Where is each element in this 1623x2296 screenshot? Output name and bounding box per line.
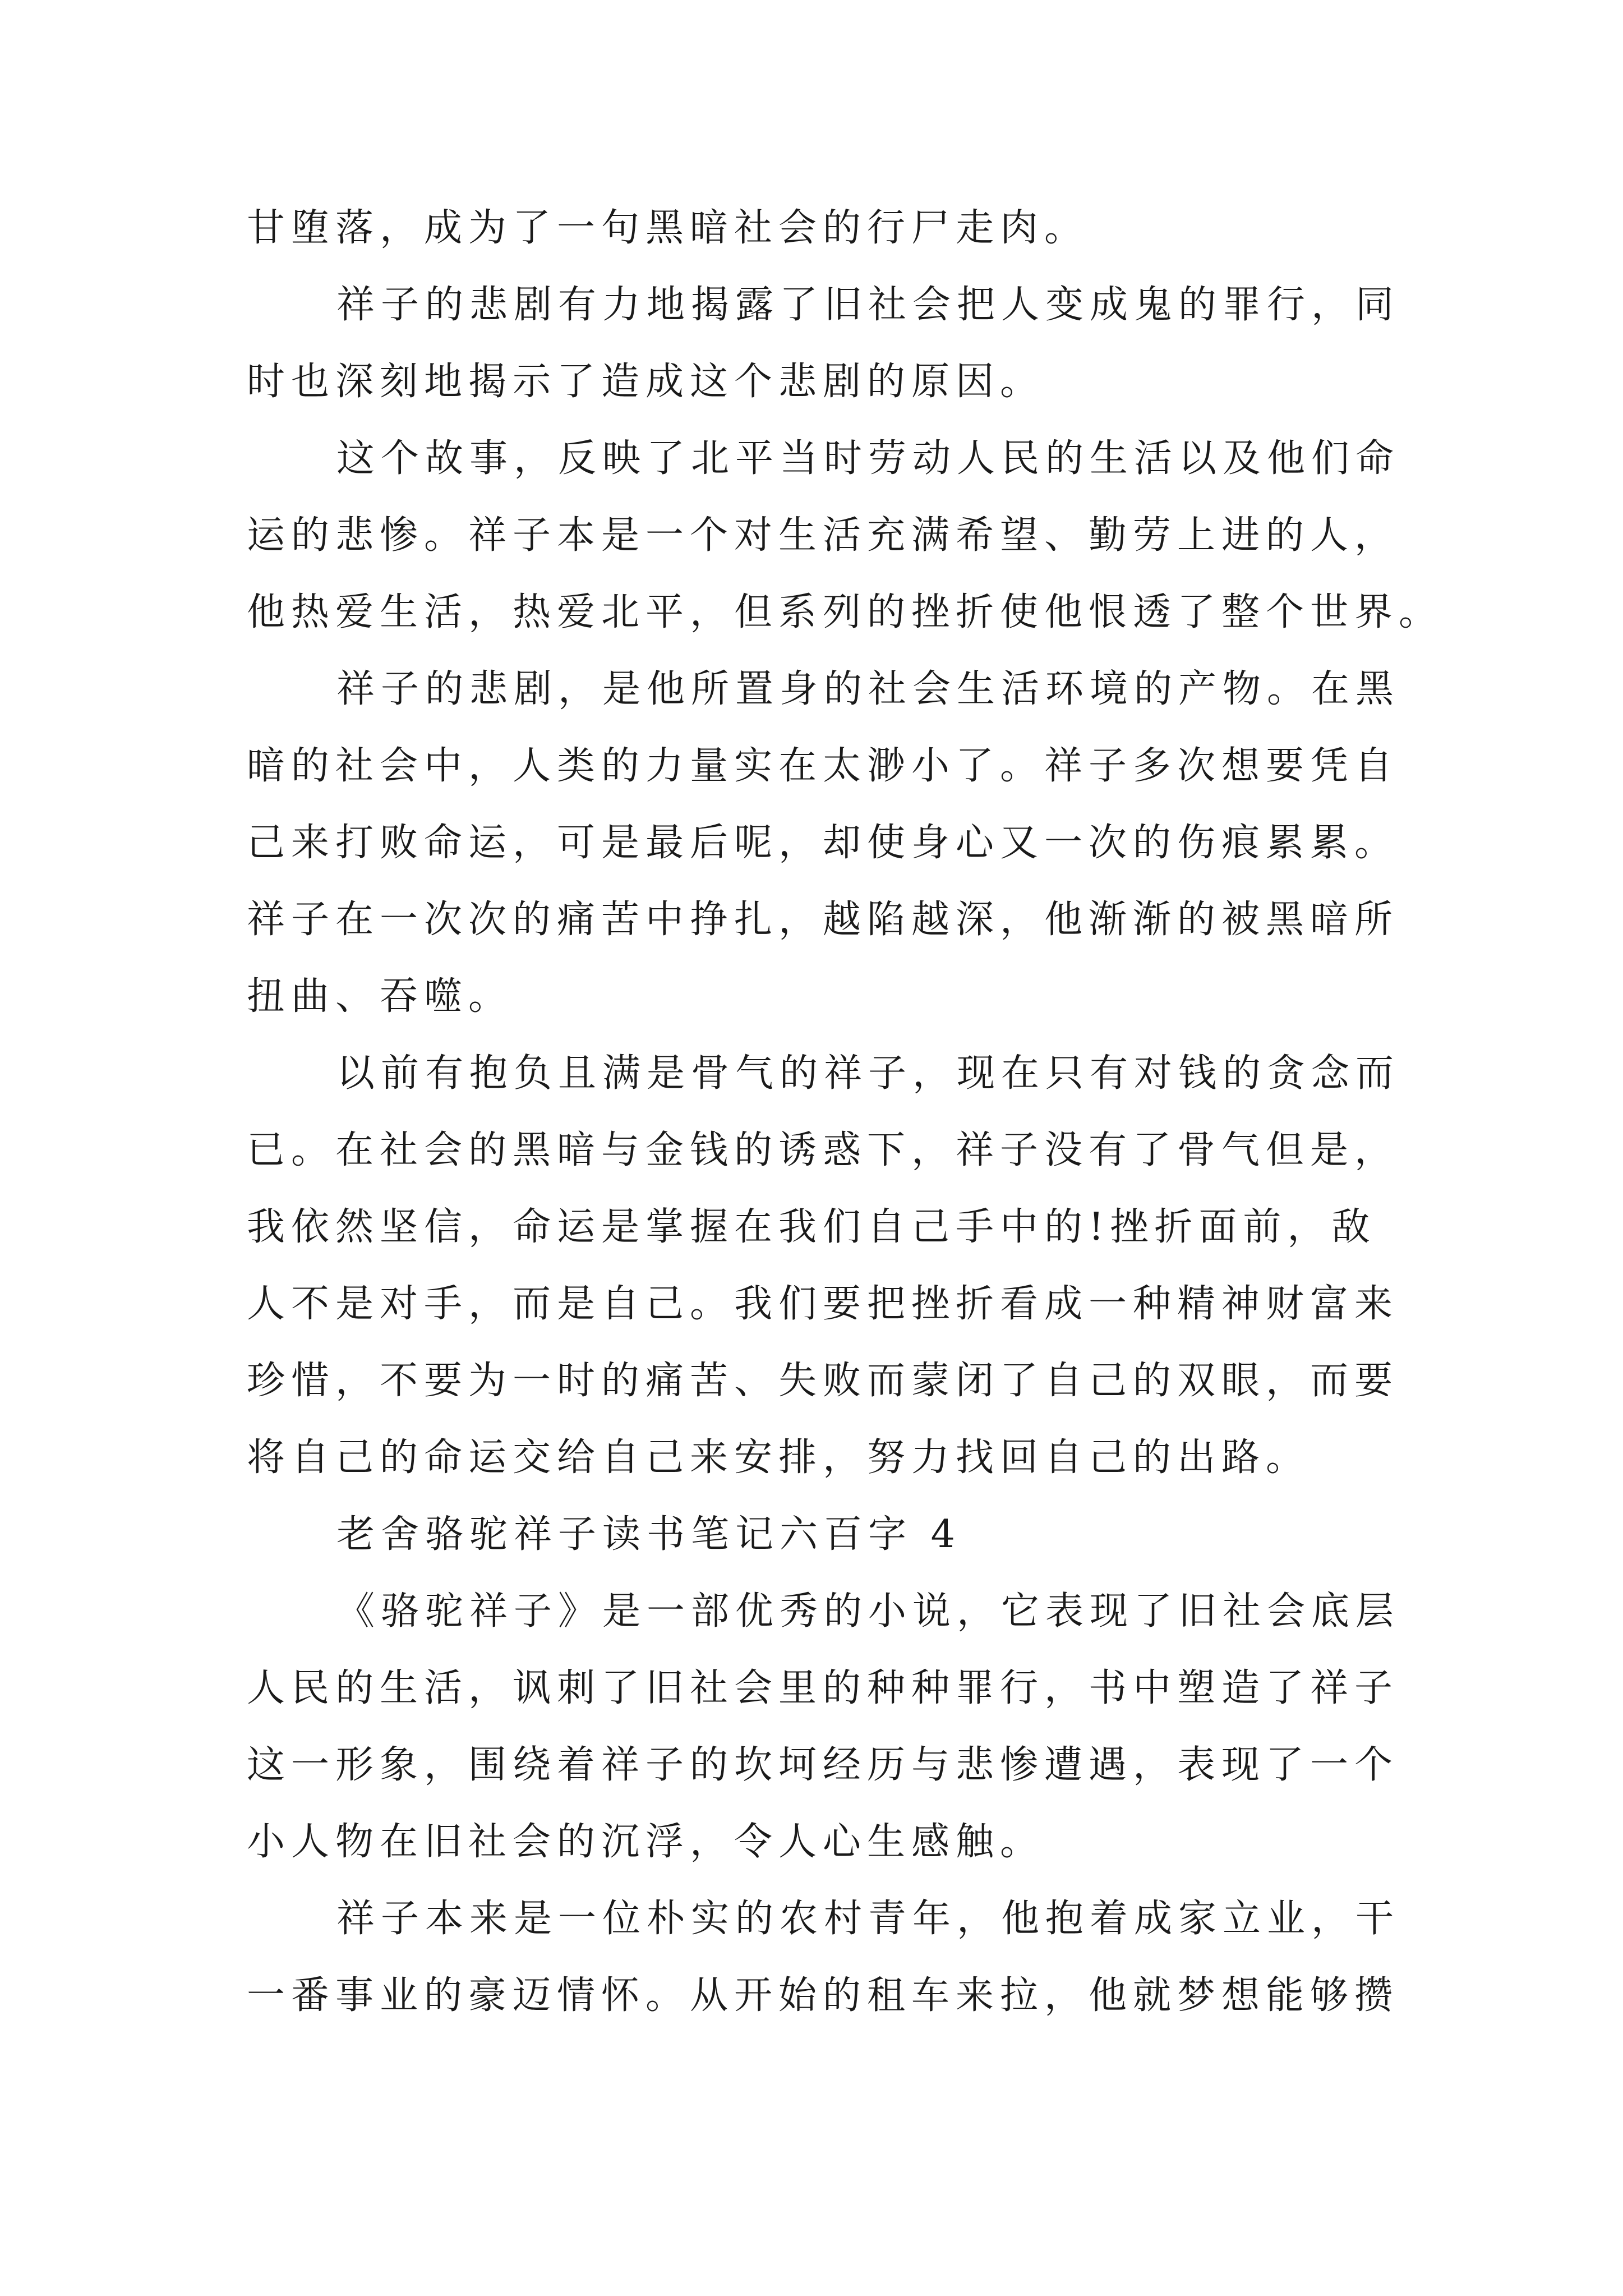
text-line-10: 祥子在一次次的痛苦中挣扎，越陷越深，他渐渐的被黑暗所 [247,898,1399,942]
text-line-5: 运的悲惨。祥子本是一个对生活充满希望、勤劳上进的人， [247,513,1399,558]
text-line-7: 祥子的悲剧，是他所置身的社会生活环境的产物。在黑 [336,667,1400,711]
text-line-1: 甘堕落，成为了一句黑暗社会的行尸走肉。 [247,206,1089,250]
text-line-6: 他热爱生活，热爱北平，但系列的挫折使他恨透了整个世界。 [247,590,1444,634]
text-line-14: 我依然坚信，命运是掌握在我们自己手中的!挫折面前，敌 [247,1205,1376,1249]
text-line-3: 时也深刻地揭示了造成这个悲剧的原因。 [247,360,1045,404]
text-line-4: 这个故事，反映了北平当时劳动人民的生活以及他们命 [336,436,1400,481]
text-line-13: 已。在社会的黑暗与金钱的诱惑下，祥子没有了骨气但是， [247,1128,1399,1172]
text-line-12: 以前有抱负且满是骨气的祥子，现在只有对钱的贪念而 [336,1051,1400,1096]
text-line-23: 祥子本来是一位朴实的农村青年，他抱着成家立业，干 [336,1897,1400,1941]
document-body [247,190,1444,2034]
text-line-2: 祥子的悲剧有力地揭露了旧社会把人变成鬼的罪行，同 [336,283,1400,327]
text-line-17: 将自己的命运交给自己来安排，努力找回自己的出路。 [247,1435,1311,1480]
section-heading: 老舍骆驼祥子读书笔记六百字 4 [336,1512,961,1557]
text-line-8: 暗的社会中，人类的力量实在太渺小了。祥子多次想要凭自 [247,744,1399,788]
text-line-22: 小人物在旧社会的沉浮，令人心生感触。 [247,1820,1045,1864]
text-line-9: 己来打败命运，可是最后呢，却使身心又一次的伤痕累累。 [247,821,1399,865]
text-line-15: 人不是对手，而是自己。我们要把挫折看成一种精神财富来 [247,1282,1399,1326]
text-line-16: 珍惜，不要为一时的痛苦、失败而蒙闭了自己的双眼，而要 [247,1359,1399,1403]
text-line-11: 扭曲、吞噬。 [247,974,513,1019]
text-line-24: 一番事业的豪迈情怀。从开始的租车来拉，他就梦想能够攒 [247,1973,1399,2018]
text-line-20: 人民的生活，讽刺了旧社会里的种种罪行，书中塑造了祥子 [247,1666,1399,1710]
text-line-21: 这一形象，围绕着祥子的坎坷经历与悲惨遭遇，表现了一个 [247,1743,1399,1787]
text-line-19: 《骆驼祥子》是一部优秀的小说，它表现了旧社会底层 [336,1589,1400,1634]
